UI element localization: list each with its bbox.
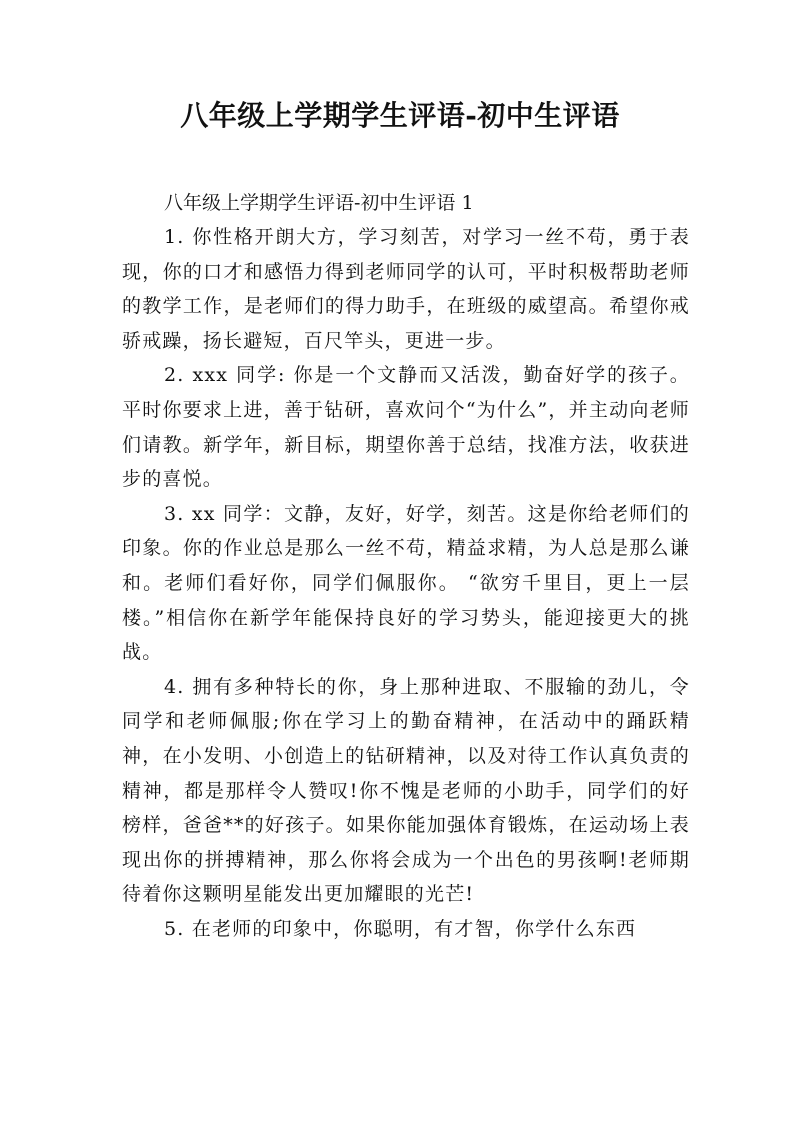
comment-paragraph-5: 5. 在老师的印象中，你聪明，有才智，你学什么东西 xyxy=(164,917,637,940)
comment-paragraph-3: 3. xx 同学：文静，友好，好学，刻苦。这是你给老师们的印象。你的作业总是那么一丝不苟，精益求精，为人总是那么谦和。老师们看好你，同学们佩服你。 “欲穷千里目，更上一层楼。”相信你在新学年能保持良好的学习势头，能迎接更大的挑战。 xyxy=(122,502,690,664)
document-body xyxy=(122,186,690,946)
document-title: 八年级上学期学生评语-初中生评语 xyxy=(180,99,620,132)
section-subtitle: 八年级上学期学生评语-初中生评语 1 xyxy=(164,192,474,214)
comment-paragraph-2: 2. xxx 同学: 你是一个文静而又活泼，勤奋好学的孩子。平时你要求上进，善于钻研，喜欢问个“为什么”，并主动向老师们请教。新学年，新目标，期望你善于总结，找准方法，收获进步的喜悦。 xyxy=(122,364,690,491)
comment-paragraph-4: 4. 拥有多种特长的你，身上那种进取、不服输的劲儿，令同学和老师佩服;你在学习上的勤奋精神，在活动中的踊跃精神，在小发明、小创造上的钻研精神，以及对待工作认真负责的精神，都是那样令人赞叹!你不愧是老师的小助手，同学们的好榜样，爸爸**的好孩子。如果你能加强体育锻炼，在运动场上表现出你的拼搏精神，那么你将会成为一个出色的男孩啊!老师期待着你这颗明星能发出更加耀眼的光芒! xyxy=(122,675,690,906)
comment-paragraph-1: 1. 你性格开朗大方，学习刻苦，对学习一丝不苟，勇于表现，你的口才和感悟力得到老师同学的认可，平时积极帮助老师的教学工作，是老师们的得力助手，在班级的威望高。希望你戒骄戒躁，扬长避短，百尺竿头，更进一步。 xyxy=(122,226,690,352)
